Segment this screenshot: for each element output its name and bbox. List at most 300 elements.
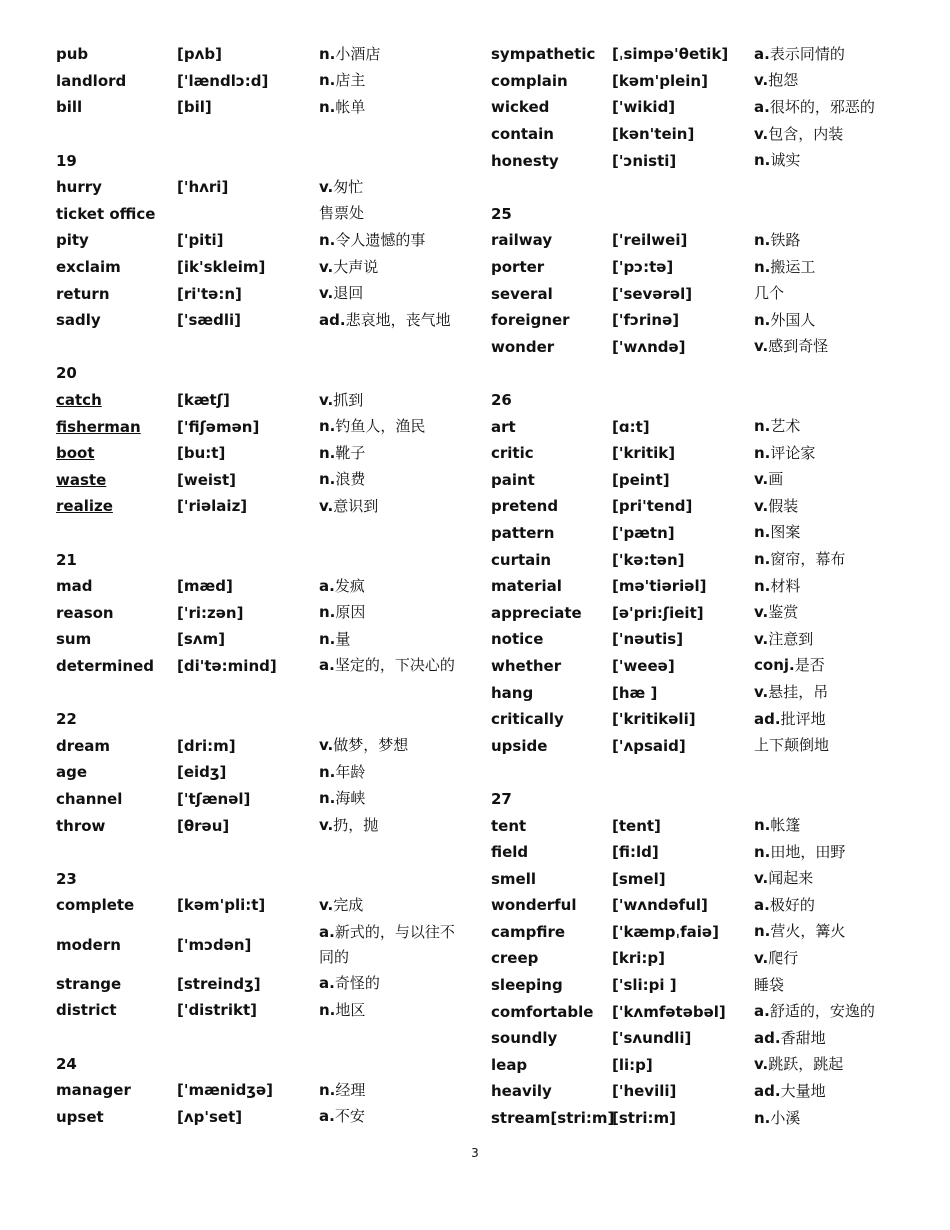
left-vocabulary-column xyxy=(56,41,476,1130)
vocab-word: campfire xyxy=(491,922,566,941)
vocab-entry xyxy=(56,254,476,281)
vocab-entry xyxy=(491,493,931,520)
vocab-definition xyxy=(754,919,904,944)
vocab-entry xyxy=(56,732,476,759)
vocab-phonetic: ['sevərəl] xyxy=(612,284,693,303)
vocab-word: art xyxy=(491,417,516,436)
vocab-definition xyxy=(319,733,469,758)
definition-text: 几个 xyxy=(754,284,785,303)
vocab-word: creep xyxy=(491,949,539,968)
vocab-entry xyxy=(491,919,931,946)
part-of-speech: v. xyxy=(319,177,334,196)
vocab-word: pretend xyxy=(491,497,559,516)
vocab-phonetic: ['sædli] xyxy=(177,311,241,330)
definition-text: 靴子 xyxy=(335,443,366,462)
definition-text: 香甜地 xyxy=(780,1028,826,1047)
vocab-word: modern xyxy=(56,935,121,954)
definition-text: 帐篷 xyxy=(770,816,801,835)
vocab-word: dream xyxy=(56,736,111,755)
lesson-heading xyxy=(491,786,931,813)
vocab-definition xyxy=(319,308,469,333)
vocab-phonetic: ['sʌundli] xyxy=(612,1029,692,1048)
part-of-speech: v. xyxy=(319,257,334,276)
vocab-phonetic: [ɑ:t] xyxy=(612,417,650,436)
vocab-word: determined xyxy=(56,656,155,675)
part-of-speech: n. xyxy=(319,230,336,249)
vocab-definition xyxy=(754,308,904,333)
vocab-entry xyxy=(56,68,476,95)
vocab-word: realize xyxy=(56,497,113,516)
part-of-speech: n. xyxy=(754,443,771,462)
definition-text: 很坏的，邪恶的 xyxy=(769,97,875,116)
vocab-word: tent xyxy=(491,816,527,835)
vocab-phonetic: ['kritikəli] xyxy=(612,710,696,729)
definition-text: 田地，田野 xyxy=(770,842,846,861)
vocab-definition xyxy=(754,334,904,359)
vocab-definition xyxy=(754,1026,904,1051)
part-of-speech: n. xyxy=(319,470,336,489)
vocab-phonetic: ['kæmpˌfaiə] xyxy=(612,922,719,941)
vocab-phonetic: ['kritik] xyxy=(612,444,676,463)
vocab-definition xyxy=(754,866,904,891)
vocab-word: sum xyxy=(56,630,92,649)
spacer xyxy=(491,174,931,201)
vocab-definition xyxy=(754,414,904,439)
definition-text: 量 xyxy=(335,629,351,648)
definition-text: 评论家 xyxy=(770,443,816,462)
definition-text: 小酒店 xyxy=(335,44,381,63)
vocab-phonetic: ['distrikt] xyxy=(177,1001,257,1020)
vocab-phonetic: ['wikid] xyxy=(612,98,676,117)
vocab-phonetic: [weist] xyxy=(177,470,236,489)
vocab-definition xyxy=(319,42,469,67)
vocab-phonetic: ['kʌmfətəbəl] xyxy=(612,1002,726,1021)
vocab-word: bill xyxy=(56,98,83,117)
definition-text: 发疯 xyxy=(334,576,365,595)
vocab-phonetic: [di'tə:mind] xyxy=(177,656,277,675)
vocab-definition xyxy=(319,68,469,93)
vocab-phonetic: [stri:m] xyxy=(612,1109,676,1128)
part-of-speech: n. xyxy=(754,310,771,329)
vocab-entry xyxy=(491,812,931,839)
vocab-definition xyxy=(754,973,904,998)
lesson-number: 20 xyxy=(56,364,77,383)
part-of-speech: n. xyxy=(319,443,336,462)
vocab-phonetic: [ə'pri:ʃieit] xyxy=(612,603,704,622)
definition-text: 极好的 xyxy=(769,895,815,914)
vocab-entry xyxy=(56,919,476,971)
lesson-heading xyxy=(491,387,931,414)
vocab-word: hurry xyxy=(56,178,102,197)
vocab-definition xyxy=(319,920,469,970)
definition-text: 诚实 xyxy=(770,151,801,170)
vocab-entry xyxy=(491,520,931,547)
definition-text: 售票处 xyxy=(319,204,365,223)
definition-text: 抓到 xyxy=(333,390,364,409)
vocab-entry xyxy=(56,307,476,334)
vocab-entry xyxy=(56,892,476,919)
spacer xyxy=(56,839,476,866)
vocab-definition xyxy=(754,1079,904,1104)
vocab-word: landlord xyxy=(56,71,127,90)
vocab-word: channel xyxy=(56,789,123,808)
vocab-entry xyxy=(491,972,931,999)
vocab-word: material xyxy=(491,577,562,596)
vocab-definition xyxy=(754,707,904,732)
vocab-word: pub xyxy=(56,45,89,64)
part-of-speech: n. xyxy=(319,1000,336,1019)
vocab-definition xyxy=(754,1052,904,1077)
vocab-phonetic: ['kə:tən] xyxy=(612,550,685,569)
part-of-speech: n. xyxy=(754,922,771,941)
definition-text: 钓鱼人，渔民 xyxy=(335,417,426,436)
vocab-phonetic: [ik'skleim] xyxy=(177,258,266,277)
vocab-entry xyxy=(56,997,476,1024)
vocab-entry xyxy=(491,998,931,1025)
part-of-speech: v. xyxy=(754,629,769,648)
vocab-word: comfortable xyxy=(491,1002,594,1021)
vocab-definition xyxy=(319,388,469,413)
vocab-definition xyxy=(754,653,904,678)
vocab-definition xyxy=(754,813,904,838)
vocab-definition xyxy=(754,547,904,572)
vocab-definition xyxy=(319,600,469,625)
vocab-phonetic: [dri:m] xyxy=(177,736,236,755)
vocab-entry xyxy=(56,759,476,786)
vocab-phonetic: [eidʒ] xyxy=(177,763,227,782)
lesson-number: 21 xyxy=(56,550,77,569)
part-of-speech: v. xyxy=(319,736,334,755)
vocab-word: porter xyxy=(491,258,545,277)
vocab-phonetic: ['ʌpsaid] xyxy=(612,736,686,755)
vocab-entry xyxy=(56,201,476,228)
definition-text: 年龄 xyxy=(335,762,366,781)
vocab-word: throw xyxy=(56,816,106,835)
vocab-entry xyxy=(491,41,931,68)
part-of-speech: n. xyxy=(319,603,336,622)
vocab-entry xyxy=(491,1105,931,1132)
vocab-entry xyxy=(491,121,931,148)
spacer xyxy=(56,334,476,361)
vocab-entry xyxy=(56,653,476,680)
vocab-definition xyxy=(319,228,469,253)
part-of-speech: n. xyxy=(319,762,336,781)
vocab-phonetic: [kəm'plein] xyxy=(612,71,708,90)
vocab-word: strange xyxy=(56,974,122,993)
definition-text: 新式的，与以往不同的 xyxy=(319,922,455,966)
part-of-speech: n. xyxy=(319,1080,336,1099)
spacer xyxy=(491,360,931,387)
definition-text: 店主 xyxy=(335,71,366,90)
vocab-phonetic: ['mænidʒə] xyxy=(177,1081,273,1100)
vocab-phonetic: [pri'tend] xyxy=(612,497,693,516)
part-of-speech: v. xyxy=(754,124,769,143)
definition-text: 舒适的，安逸的 xyxy=(769,1002,875,1021)
vocab-word: return xyxy=(56,284,110,303)
vocab-entry xyxy=(491,706,931,733)
vocab-phonetic: ['weeə] xyxy=(612,656,675,675)
vocab-phonetic: [tent] xyxy=(612,816,661,835)
definition-text: 跳跃，跳起 xyxy=(768,1055,844,1074)
part-of-speech: v. xyxy=(754,948,769,967)
vocab-word: ticket office xyxy=(56,204,156,223)
vocab-word: curtain xyxy=(491,550,552,569)
definition-text: 做梦，梦想 xyxy=(333,736,409,755)
vocab-entry xyxy=(491,892,931,919)
vocab-word: waste xyxy=(56,470,107,489)
definition-text: 是否 xyxy=(794,656,825,675)
part-of-speech: a. xyxy=(319,576,335,595)
vocab-entry xyxy=(491,307,931,334)
vocab-word: railway xyxy=(491,231,553,250)
vocab-entry xyxy=(491,254,931,281)
part-of-speech: n. xyxy=(319,417,336,436)
vocab-entry xyxy=(491,68,931,95)
page-number: 3 xyxy=(471,1146,479,1160)
vocab-word: honesty xyxy=(491,151,559,170)
definition-text: 帐单 xyxy=(335,97,366,116)
vocab-phonetic: ['pætn] xyxy=(612,523,675,542)
vocab-word: whether xyxy=(491,656,562,675)
definition-text: 小溪 xyxy=(770,1108,801,1127)
lesson-number: 22 xyxy=(56,710,77,729)
part-of-speech: v. xyxy=(319,895,334,914)
vocab-word: complain xyxy=(491,71,568,90)
vocab-entry xyxy=(491,546,931,573)
vocab-phonetic: [sʌm] xyxy=(177,630,226,649)
vocab-word: age xyxy=(56,763,88,782)
definition-text: 经理 xyxy=(335,1080,366,1099)
spacer xyxy=(491,759,931,786)
lesson-number: 23 xyxy=(56,869,77,888)
vocab-definition xyxy=(319,574,469,599)
spacer xyxy=(56,520,476,547)
vocab-definition xyxy=(754,42,904,67)
vocab-entry xyxy=(491,653,931,680)
definition-text: 画 xyxy=(768,470,784,489)
part-of-speech: n. xyxy=(754,576,771,595)
vocab-word: paint xyxy=(491,470,535,489)
definition-text: 外国人 xyxy=(770,310,816,329)
vocab-word: appreciate xyxy=(491,603,582,622)
part-of-speech: n. xyxy=(319,71,336,90)
part-of-speech: v. xyxy=(319,390,334,409)
part-of-speech: a. xyxy=(754,97,770,116)
vocab-phonetic: [ʌp'set] xyxy=(177,1107,243,1126)
vocab-word: upside xyxy=(491,736,548,755)
vocab-phonetic: ['hevili] xyxy=(612,1082,677,1101)
part-of-speech: n. xyxy=(754,1108,771,1127)
lesson-heading xyxy=(56,865,476,892)
part-of-speech: v. xyxy=(754,603,769,622)
vocab-phonetic: [kən'tein] xyxy=(612,125,695,144)
vocab-word: sleeping xyxy=(491,976,563,995)
vocab-entry xyxy=(56,493,476,520)
definition-text: 地区 xyxy=(335,1000,366,1019)
part-of-speech: v. xyxy=(754,337,769,356)
vocab-phonetic: [mə'tiəriəl] xyxy=(612,577,707,596)
vocab-phonetic: [pʌb] xyxy=(177,45,222,64)
right-vocabulary-column xyxy=(491,41,931,1131)
vocab-definition xyxy=(319,494,469,519)
definition-text: 意识到 xyxy=(333,496,379,515)
vocab-definition xyxy=(319,998,469,1023)
vocab-definition xyxy=(754,281,904,306)
vocab-definition xyxy=(754,95,904,120)
vocab-phonetic: ['wʌndə] xyxy=(612,337,686,356)
definition-text: 搬运工 xyxy=(770,257,816,276)
vocab-phonetic: ['ri:zən] xyxy=(177,603,244,622)
part-of-speech: ad. xyxy=(754,709,781,728)
vocab-word: critically xyxy=(491,710,564,729)
vocab-phonetic: [hæ ] xyxy=(612,683,658,702)
vocab-definition xyxy=(754,600,904,625)
vocab-definition xyxy=(754,122,904,147)
part-of-speech: a. xyxy=(319,922,335,941)
vocab-entry xyxy=(491,626,931,653)
vocab-phonetic: ['tʃænəl] xyxy=(177,789,251,808)
part-of-speech: n. xyxy=(754,257,771,276)
definition-text: 爬行 xyxy=(768,948,799,967)
vocab-entry xyxy=(491,94,931,121)
part-of-speech: n. xyxy=(754,816,771,835)
vocab-definition xyxy=(319,893,469,918)
vocab-entry xyxy=(56,971,476,998)
part-of-speech: conj. xyxy=(754,656,795,675)
vocab-entry xyxy=(491,1052,931,1079)
vocab-phonetic: [fi:ld] xyxy=(612,843,659,862)
vocab-entry xyxy=(491,732,931,759)
part-of-speech: v. xyxy=(754,1055,769,1074)
vocab-entry xyxy=(56,280,476,307)
vocab-definition xyxy=(319,95,469,120)
vocab-word: smell xyxy=(491,869,537,888)
part-of-speech: a. xyxy=(754,1002,770,1021)
vocab-entry xyxy=(491,679,931,706)
part-of-speech: ad. xyxy=(754,1028,781,1047)
part-of-speech: n. xyxy=(754,151,771,170)
spacer xyxy=(56,1024,476,1051)
vocab-entry xyxy=(491,1025,931,1052)
vocab-entry xyxy=(56,626,476,653)
lesson-heading xyxy=(56,360,476,387)
definition-text: 完成 xyxy=(333,895,364,914)
definition-text: 海峡 xyxy=(335,789,366,808)
vocab-word: complete xyxy=(56,896,135,915)
vocab-entry xyxy=(56,467,476,494)
spacer xyxy=(56,121,476,148)
vocab-definition xyxy=(754,520,904,545)
vocab-word: sadly xyxy=(56,311,101,330)
vocab-phonetic: [ri'tə:n] xyxy=(177,284,242,303)
vocab-entry xyxy=(56,440,476,467)
part-of-speech: a. xyxy=(319,1107,335,1126)
vocab-definition xyxy=(754,574,904,599)
vocab-entry xyxy=(491,147,931,174)
part-of-speech: n. xyxy=(754,523,771,542)
definition-text: 匆忙 xyxy=(333,177,364,196)
vocab-definition xyxy=(319,175,469,200)
vocab-entry xyxy=(56,573,476,600)
vocab-word: notice xyxy=(491,630,544,649)
vocab-phonetic: [mæd] xyxy=(177,577,233,596)
vocab-phonetic: [peint] xyxy=(612,470,670,489)
part-of-speech: ad. xyxy=(319,310,346,329)
definition-text: 悲哀地，丧气地 xyxy=(345,310,451,329)
vocab-phonetic: [kætʃ] xyxy=(177,391,230,410)
definition-text: 大声说 xyxy=(333,257,379,276)
vocab-phonetic: [kri:p] xyxy=(612,949,665,968)
vocab-entry xyxy=(491,227,931,254)
lesson-number: 24 xyxy=(56,1054,77,1073)
lesson-heading xyxy=(56,706,476,733)
vocab-phonetic: ['fɔrinə] xyxy=(612,311,680,330)
vocab-definition xyxy=(319,627,469,652)
vocab-definition xyxy=(754,893,904,918)
lesson-heading xyxy=(56,147,476,174)
definition-text: 材料 xyxy=(770,576,801,595)
vocab-definition xyxy=(319,414,469,439)
definition-text: 营火，篝火 xyxy=(770,922,846,941)
vocab-phonetic: [smel] xyxy=(612,869,666,888)
part-of-speech: n. xyxy=(754,550,771,569)
definition-text: 坚定的，下决心的 xyxy=(334,656,455,675)
vocab-phonetic: ['sli:pi ] xyxy=(612,976,677,995)
part-of-speech: a. xyxy=(754,895,770,914)
lesson-heading xyxy=(56,546,476,573)
definition-text: 抱怨 xyxy=(768,71,799,90)
definition-text: 悬挂，吊 xyxy=(768,683,829,702)
vocab-definition xyxy=(319,653,469,678)
vocab-phonetic: ['pɔ:tə] xyxy=(612,258,674,277)
vocab-definition xyxy=(754,441,904,466)
definition-text: 上下颠倒地 xyxy=(754,736,830,755)
definition-text: 大量地 xyxy=(780,1081,826,1100)
vocab-phonetic: ['mɔdən] xyxy=(177,935,252,954)
vocab-definition xyxy=(754,680,904,705)
lesson-number: 19 xyxy=(56,151,77,170)
vocab-definition xyxy=(319,441,469,466)
vocab-entry xyxy=(491,413,931,440)
vocab-definition xyxy=(754,627,904,652)
vocab-phonetic: ['nəutis] xyxy=(612,630,684,649)
part-of-speech: n. xyxy=(319,629,336,648)
vocab-definition xyxy=(754,467,904,492)
vocab-definition xyxy=(754,733,904,758)
vocab-entry xyxy=(56,94,476,121)
part-of-speech: v. xyxy=(754,869,769,888)
vocab-definition xyxy=(754,1106,904,1131)
vocab-word: stream[stri:m] xyxy=(491,1109,615,1128)
vocab-word: mad xyxy=(56,577,93,596)
vocab-definition xyxy=(754,494,904,519)
vocab-definition xyxy=(319,1104,469,1129)
definition-text: 原因 xyxy=(335,603,366,622)
definition-text: 扔，抛 xyxy=(333,816,379,835)
part-of-speech: v. xyxy=(754,470,769,489)
vocab-phonetic: ['lændlɔ:d] xyxy=(177,71,269,90)
vocab-entry xyxy=(56,387,476,414)
vocab-word: catch xyxy=(56,391,102,410)
lesson-number: 26 xyxy=(491,391,512,410)
part-of-speech: n. xyxy=(754,417,771,436)
vocab-word: reason xyxy=(56,603,114,622)
vocab-word: foreigner xyxy=(491,311,570,330)
vocab-entry xyxy=(491,280,931,307)
vocab-phonetic: ['riəlaiz] xyxy=(177,497,248,516)
lesson-heading xyxy=(491,201,931,228)
part-of-speech: n. xyxy=(319,44,336,63)
